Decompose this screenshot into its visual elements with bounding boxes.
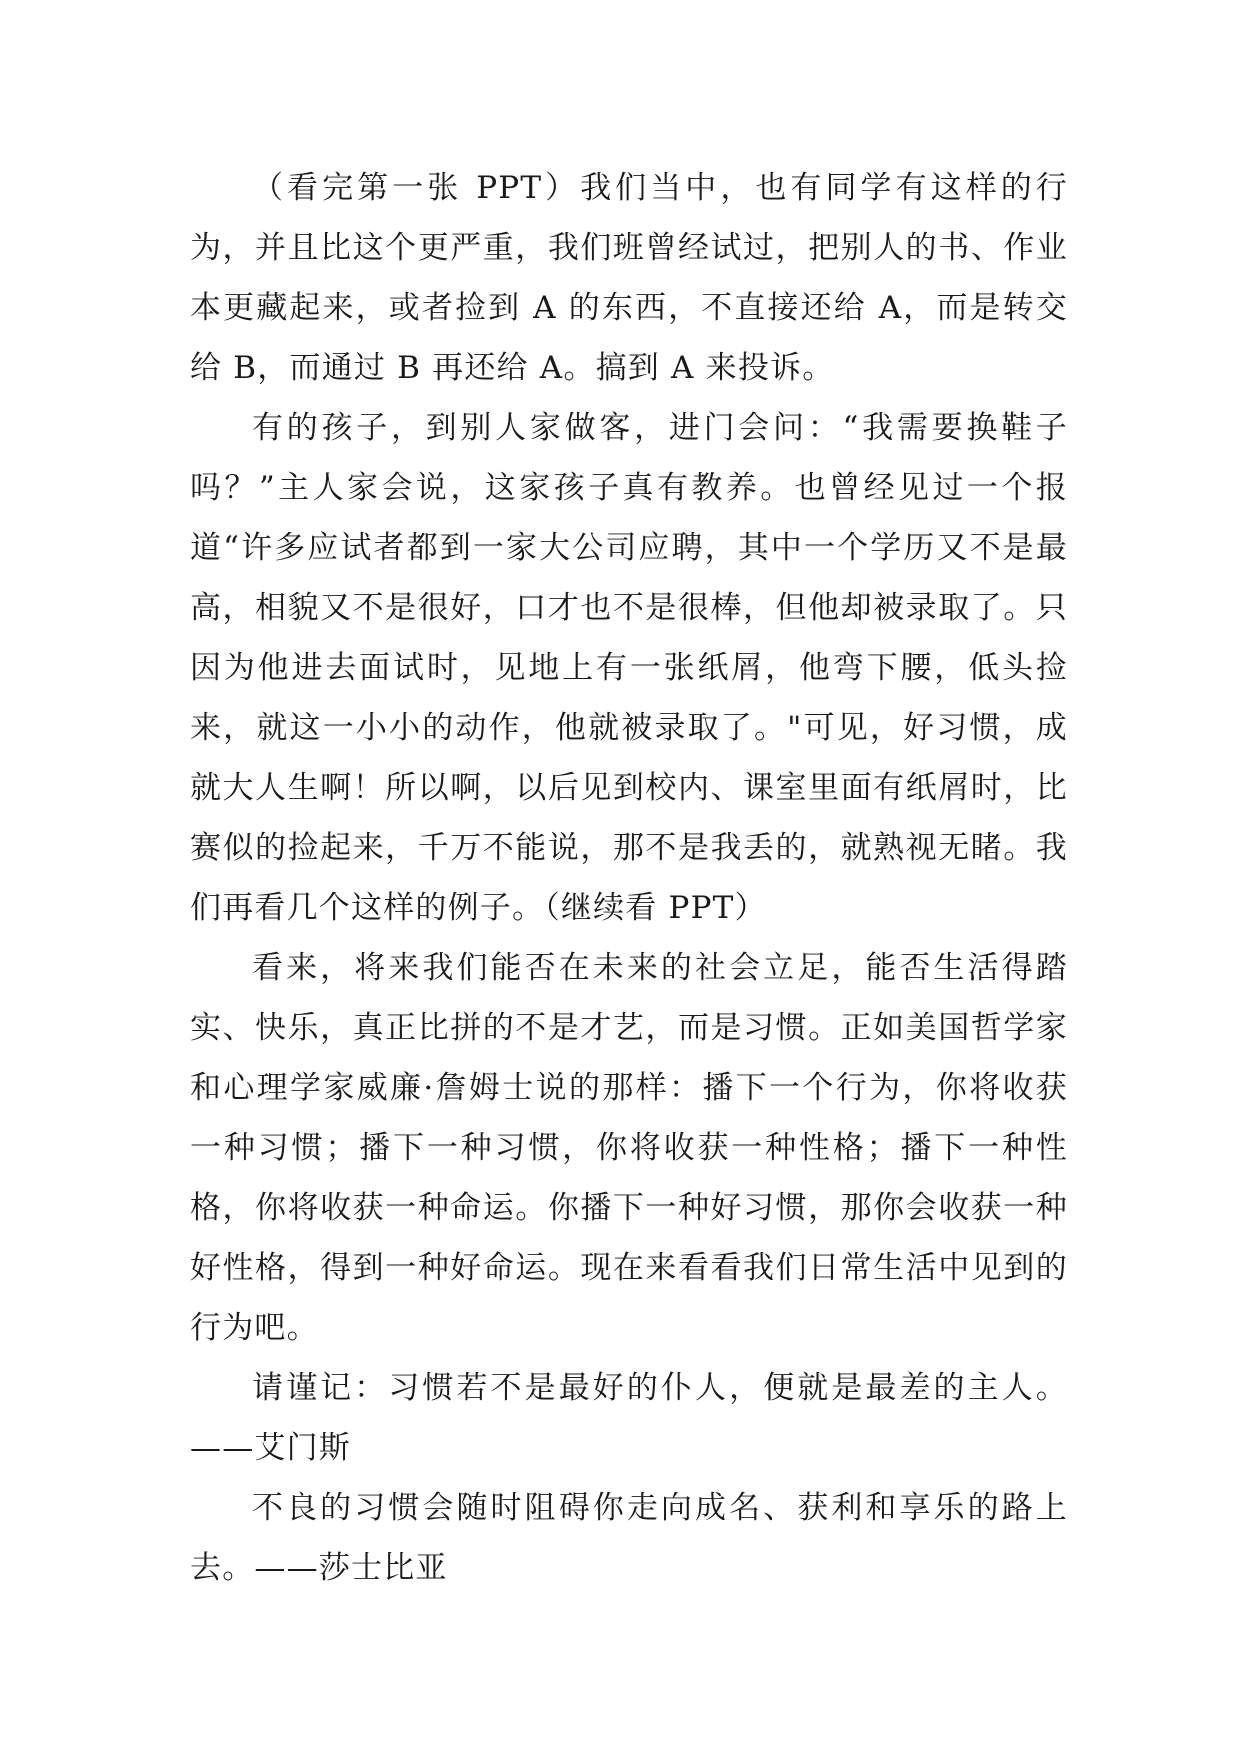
quote-emmons: 请谨记：习惯若不是最好的仆人，便就是最差的主人。——艾门斯 xyxy=(190,1370,1068,1466)
quote-shakespeare: 不良的习惯会随时阻碍你走向成名、获利和享乐的路上去。——莎士比亚 xyxy=(190,1490,1068,1586)
paragraph-good-manners-story: 有的孩子，到别人家做客，进门会问：“我需要换鞋子吗？”主人家会说，这家孩子真有教养。也曾经见过一个报道“许多应试者都到一家大公司应聘，其中一个学历又不是最高，相貌又不是很好，口才也不是很棒，但他却被录取了。只因为他进去面试时，见地上有一张纸屑，他弯下腰，低头捡来，就这一小小的动作，他就被录取了。"可见，好习惯，成就大人生啊！所以啊，以后见到校内、课室里面有纸屑时，比赛似的捡起来，千万不能说，那不是我丢的，就熟视无睹。我们再看几个这样的例子。（继续看 PPT） xyxy=(190,410,1068,926)
document-body xyxy=(190,158,1068,1598)
paragraph-habits-destiny: 看来，将来我们能否在未来的社会立足，能否生活得踏实、快乐，真正比拼的不是才艺，而是习惯。正如美国哲学家和心理学家威廉·詹姆士说的那样：播下一个行为，你将收获一种习惯；播下一种习惯，你将收获一种性格；播下一种性格，你将收获一种命运。你播下一种好习惯，那你会收获一种好性格，得到一种好命运。现在来看看我们日常生活中见到的行为吧。 xyxy=(190,950,1068,1346)
paragraph-ppt-behavior: （看完第一张 PPT）我们当中，也有同学有这样的行为，并且比这个更严重，我们班曾经试过，把别人的书、作业本更藏起来，或者捡到 A 的东西，不直接还给 A，而是转交给 B，而通过 B 再还给 A。搞到 A 来投诉。 xyxy=(190,170,1068,386)
